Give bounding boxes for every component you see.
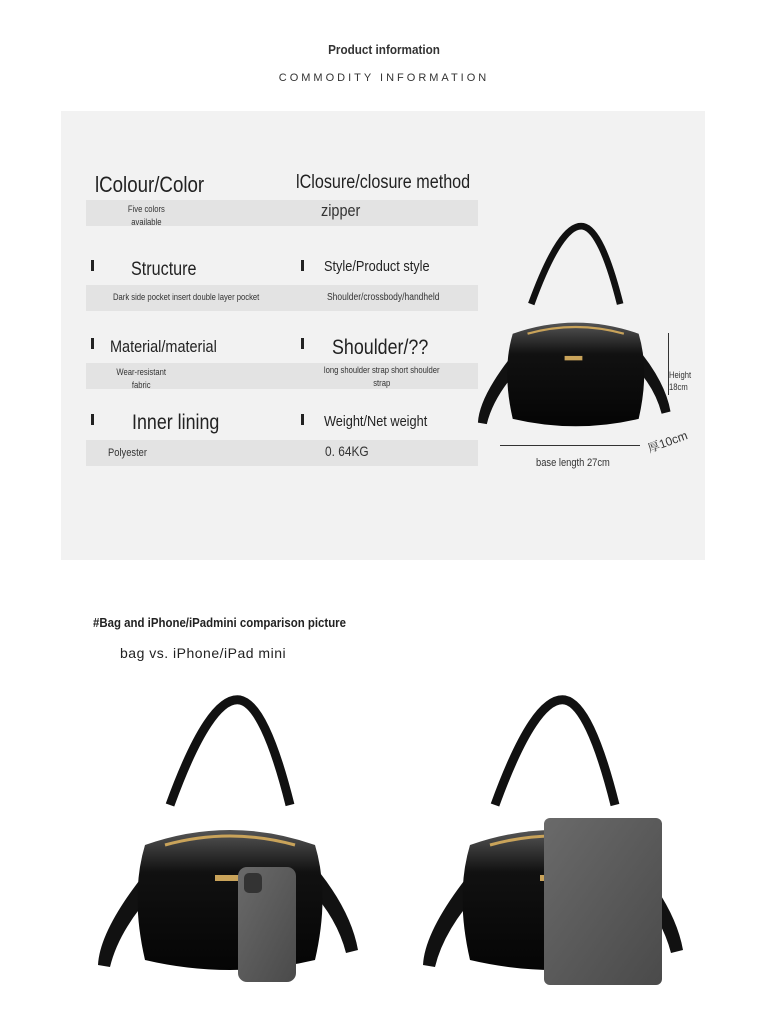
bullet-marker bbox=[301, 414, 304, 425]
spec-value-closure: zipper bbox=[321, 201, 361, 220]
bag-product-image bbox=[472, 220, 672, 440]
spec-label-material: Material/material bbox=[110, 337, 217, 356]
spec-label-lining: Inner lining bbox=[132, 411, 220, 434]
spec-label-weight: Weight/Net weight bbox=[324, 413, 428, 430]
length-label: base length 27cm bbox=[536, 457, 610, 469]
ipad-shape bbox=[544, 818, 662, 985]
bullet-marker bbox=[301, 260, 304, 271]
spec-value-material: Wear-resistant fabric bbox=[116, 367, 166, 390]
height-label: Height 18cm bbox=[669, 370, 692, 392]
spec-value-shoulder: long shoulder strap short shoulder strap bbox=[323, 365, 440, 388]
spec-value-weight: 0. 64KG bbox=[325, 443, 369, 459]
spec-value-style: Shoulder/crossbody/handheld bbox=[327, 292, 440, 303]
comparison-title: #Bag and iPhone/iPadmini comparison picture bbox=[93, 615, 346, 630]
thickness-label: 厚10cm bbox=[645, 428, 690, 456]
bag-with-ipad-image bbox=[415, 695, 685, 985]
page-subtitle: COMMODITY INFORMATION bbox=[278, 72, 490, 84]
spec-label-color: lColour/Color bbox=[95, 172, 205, 197]
bullet-marker bbox=[301, 338, 304, 349]
spec-label-closure: lClosure/closure method bbox=[296, 172, 471, 193]
spec-value-structure: Dark side pocket insert double layer pocket bbox=[113, 292, 260, 302]
comparison-subtitle: bag vs. iPhone/iPad mini bbox=[120, 645, 287, 661]
spec-label-structure: Structure bbox=[131, 259, 197, 280]
bag-with-iphone-image bbox=[90, 695, 360, 985]
spec-value-lining: Polyester bbox=[108, 447, 147, 459]
bullet-marker bbox=[91, 414, 94, 425]
page-title: Product information bbox=[328, 42, 440, 57]
spec-label-style: Style/Product style bbox=[324, 258, 430, 275]
bullet-marker bbox=[91, 338, 94, 349]
bullet-marker bbox=[91, 260, 94, 271]
length-dimension-line bbox=[500, 445, 640, 446]
spec-value-color: Five colors available bbox=[127, 204, 165, 227]
spec-label-shoulder: Shoulder/?? bbox=[332, 336, 429, 359]
